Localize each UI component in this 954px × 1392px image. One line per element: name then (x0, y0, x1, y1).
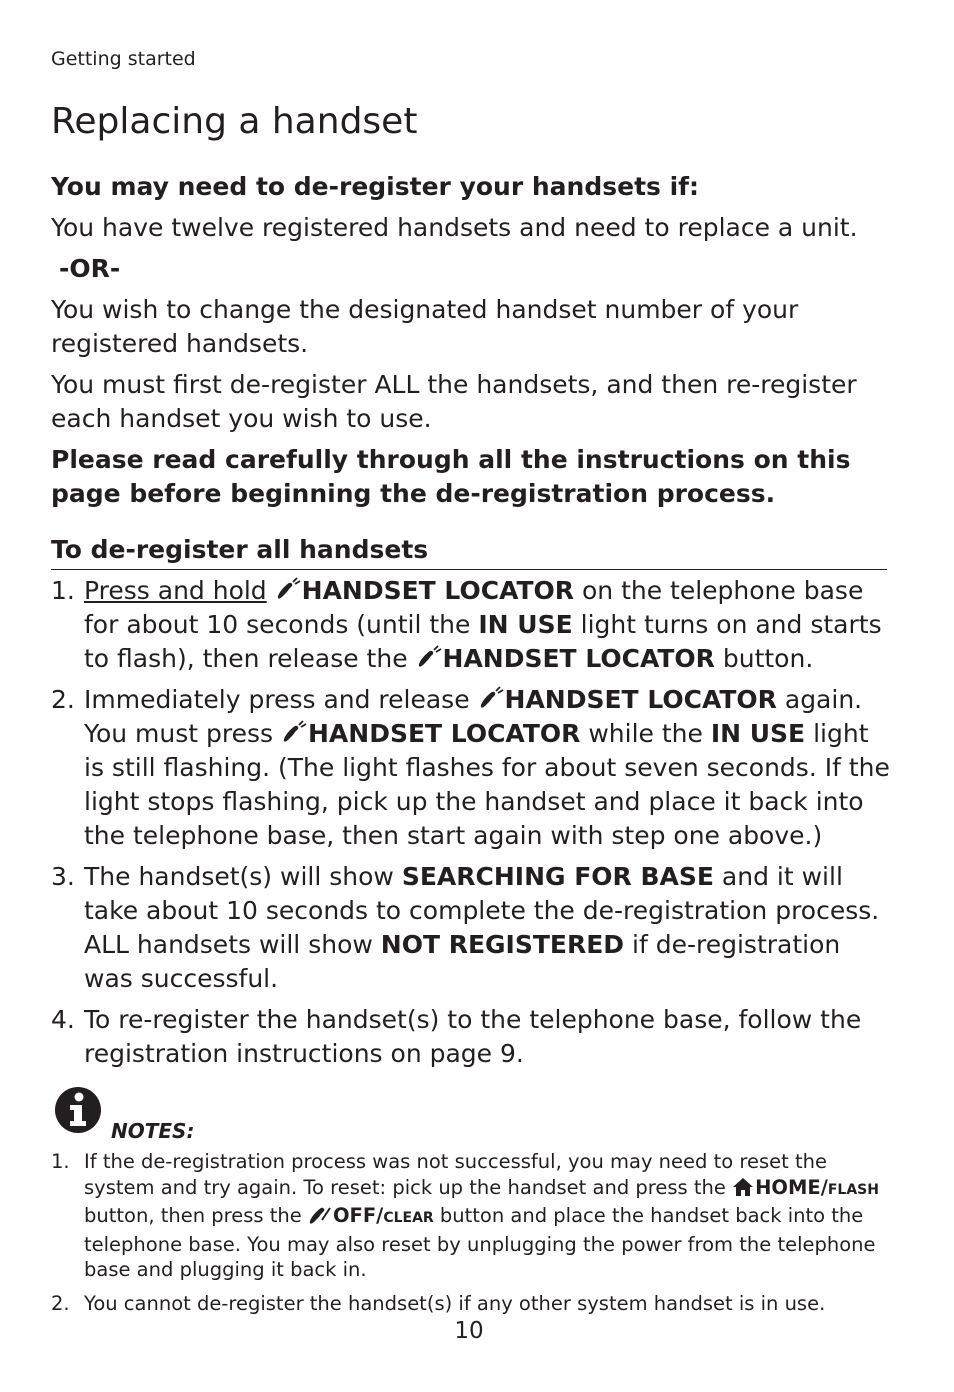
page-title: Replacing a handset (51, 101, 418, 142)
key-locator: HANDSET LOCATOR (301, 576, 575, 605)
home-icon (732, 1176, 754, 1198)
step-number: 2. (51, 685, 75, 714)
note-1: 1. If the de-registration process was not successful, you may need to reset the system and try again. To reset: pick up the handset and press the HOME/FLASH button, then press the OFF/CLEAR button and place the handset back into the telephone base. You may also reset by unplugging the power from the telephone base and plugging it back in. (51, 1150, 879, 1281)
press-hold-text: Press and hold (84, 576, 267, 605)
steps-list (51, 574, 891, 1071)
note-number: 2. (51, 1291, 70, 1315)
procedure-heading: To de-register all handsets (51, 533, 887, 570)
must-first-text: You must first de-register ALL the handsets, and then re-register each handset you wish to use. (51, 370, 857, 433)
key-clear: CLEAR (383, 1210, 434, 1226)
key-locator: HANDSET LOCATOR (504, 685, 777, 714)
step-3: 3. The handset(s) will show SEARCHING FOR BASE and it will take about 10 seconds to complete the de-registration process. ALL handsets will show NOT REGISTERED if de-registration was successful. (51, 862, 880, 993)
notes-section (51, 1085, 891, 1316)
notes-label: NOTES: (111, 1119, 195, 1143)
key-off: OFF/ (332, 1204, 384, 1227)
warning-text: Please read carefully through all the instructions on this page before beginning the de-registration process. (51, 445, 851, 508)
notes-list (51, 1149, 891, 1316)
reason-2: You wish to change the designated handset number of your registered handsets. (51, 295, 799, 358)
reason-1: You have twelve registered handsets and need to replace a unit. (51, 213, 858, 242)
body-content (51, 170, 891, 1071)
key-flash: FLASH (827, 1181, 879, 1198)
page-number: 10 (454, 1318, 484, 1344)
key-in-use: IN USE (710, 719, 806, 748)
need-heading: You may need to de-register your handsets if: (51, 172, 700, 201)
step-number: 1. (51, 576, 75, 605)
step-2: 2. Immediately press and release HANDSET LOCATOR again. You must press HANDSET LOCATOR while the IN USE light is still flashing. (The light flashes for about seven seconds. If the light stops flashing, pick up the handset and place it back into the telephone base, then start again with step one above.) (51, 685, 890, 850)
handset-locator-icon (416, 645, 442, 671)
step-number: 4. (51, 1005, 75, 1034)
handset-locator-icon (275, 577, 301, 603)
step-4: 4. To re-register the handset(s) to the telephone base, follow the registration instructions on page 9. (51, 1005, 862, 1068)
notes-header (51, 1085, 891, 1147)
section-label: Getting started (51, 48, 196, 70)
key-in-use: IN USE (478, 610, 573, 639)
key-locator: HANDSET LOCATOR (442, 644, 715, 673)
step-1: 1. Press and hold HANDSET LOCATOR on the telephone base for about 10 seconds (until the IN USE light turns on and starts to flash), then release the HANDSET LOCATOR button. (51, 576, 882, 673)
note-2: 2. You cannot de-register the handset(s) if any other system handset is in use. (51, 1291, 826, 1315)
off-phone-icon (308, 1204, 332, 1226)
or-separator: -OR- (59, 254, 121, 283)
display-not-registered: NOT REGISTERED (380, 930, 625, 959)
handset-locator-icon (281, 720, 307, 746)
display-searching: SEARCHING FOR BASE (401, 862, 714, 891)
handset-locator-icon (478, 686, 504, 712)
info-icon (54, 1085, 102, 1135)
key-locator: HANDSET LOCATOR (308, 719, 581, 748)
step-number: 3. (51, 862, 75, 891)
key-home: HOME/ (755, 1175, 828, 1199)
note-number: 1. (51, 1150, 70, 1173)
